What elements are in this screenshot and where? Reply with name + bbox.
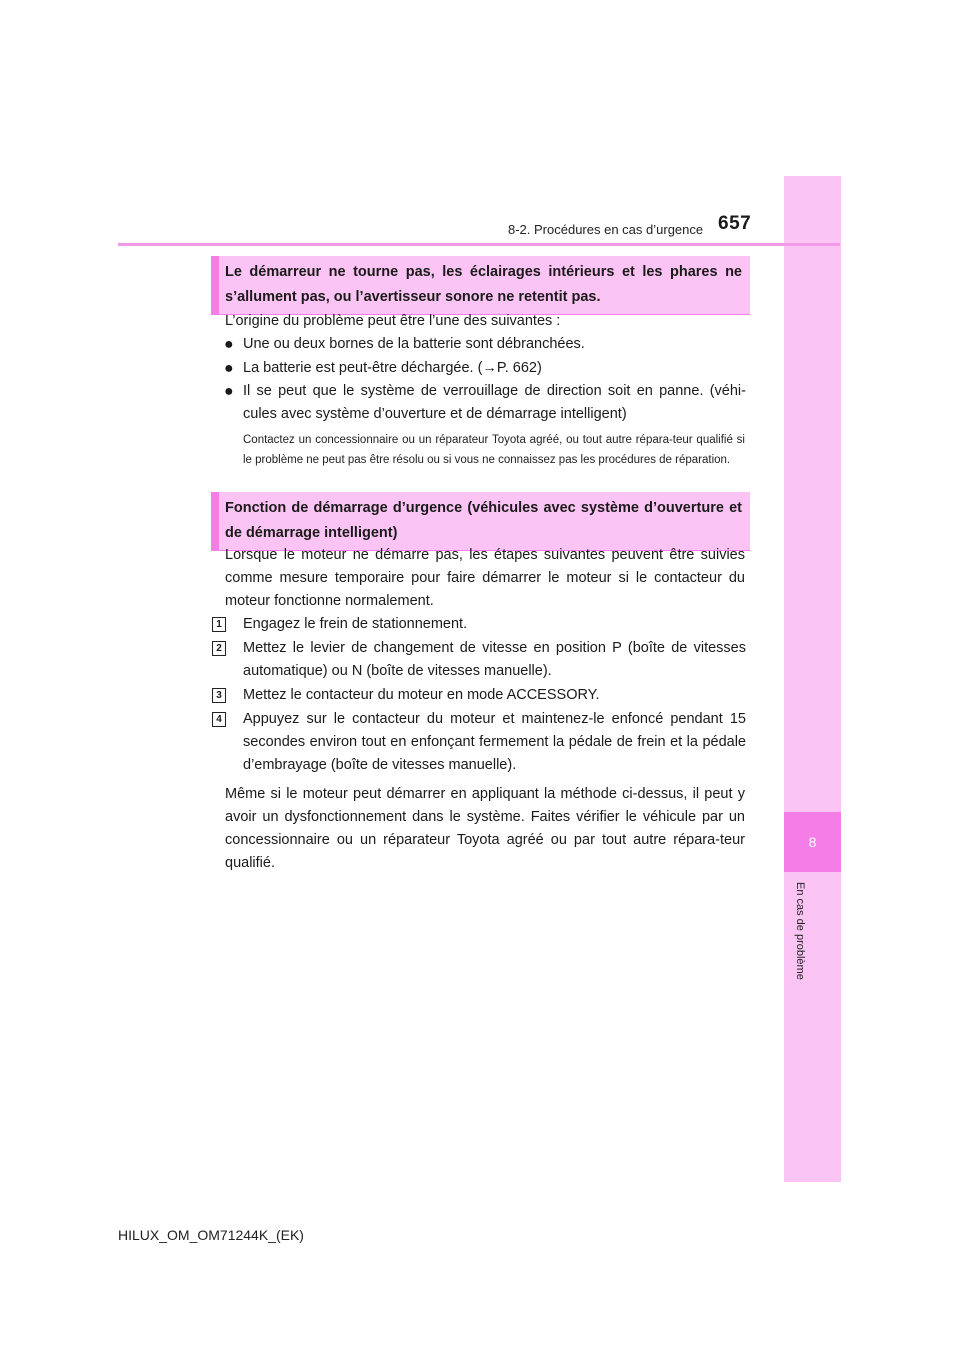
section2-intro: Lorsque le moteur ne démarre pas, les étapes suivantes peuvent être suivies comme mesure temporaire pour faire démarrer le moteur si le contacteur du moteur fonctionne normalement.	[225, 547, 745, 609]
step-item	[212, 637, 746, 683]
bullet-item	[224, 380, 746, 426]
step-item	[212, 708, 746, 777]
step-text: Engagez le frein de stationnement.	[243, 616, 468, 632]
step-number-badge: 1	[212, 617, 226, 632]
step-number-badge: 3	[212, 688, 226, 703]
step-text: Mettez le levier de changement de vitesse en position P (boîte de vitesses automatique) ou N (boîte de vitesses manuelle).	[243, 640, 746, 679]
section1-heading: Le démarreur ne tourne pas, les éclairages intérieurs et les phares ne s’allument pas, ou l’avertisseur sonore ne retentit pas.	[211, 256, 750, 315]
page-number: 657	[718, 213, 752, 234]
section1-note: Contactez un concessionnaire ou un réparateur Toyota agréé, ou tout autre répara-teur qualifié si le problème ne peut pas être résolu ou si vous ne connaissez pas les procédures de réparation.	[243, 434, 745, 466]
document-id: HILUX_OM_OM71244K_(EK)	[118, 1227, 304, 1243]
section1-intro: L’origine du problème peut être l’une des suivantes :	[225, 313, 561, 329]
chapter-side-tab	[784, 176, 841, 1182]
section2-heading: Fonction de démarrage d’urgence (véhicules avec système d’ouverture et de démarrage intelligent)	[211, 492, 750, 551]
section2-closing: Même si le moteur peut démarrer en appliquant la méthode ci-dessus, il peut y avoir un dysfonctionnement dans le système. Faites vérifier le véhicule par un concessionnaire ou un réparateur Toyota agréé ou par tout autre répara-teur qualifié.	[225, 786, 745, 871]
step-text: Appuyez sur le contacteur du moteur et maintenez-le enfoncé pendant 15 secondes environ tout en enfonçant fermement la pédale de frein et la pédale d’embrayage (boîte de vitesses manuelle).	[243, 711, 746, 773]
section-title: 8-2. Procédures en cas d’urgence	[508, 222, 704, 237]
step-number-badge: 2	[212, 641, 226, 656]
step-number-badge: 4	[212, 712, 226, 727]
bullet-item	[224, 333, 746, 356]
bullet-dot-icon: ●	[224, 336, 234, 353]
step-item	[212, 684, 746, 707]
bullet-dot-icon: ●	[224, 383, 234, 400]
bullet-text: Il se peut que le système de verrouillage de direction soit en panne. (véhi-cules avec système d’ouverture et de démarrage intelligent)	[243, 383, 746, 422]
bullet-item	[224, 357, 746, 380]
header-rule	[118, 243, 840, 246]
chapter-number: 8	[808, 834, 817, 850]
chapter-label: En cas de problème	[794, 882, 806, 980]
step-text: Mettez le contacteur du moteur en mode ACCESSORY.	[243, 687, 600, 703]
step-item	[212, 613, 746, 636]
bullet-dot-icon: ●	[224, 360, 234, 377]
chapter-number-tab	[784, 812, 841, 872]
bullet-text: Une ou deux bornes de la batterie sont débranchées.	[243, 336, 585, 352]
bullet-text: La batterie est peut-être déchargée. (→P. 662)	[243, 360, 542, 376]
